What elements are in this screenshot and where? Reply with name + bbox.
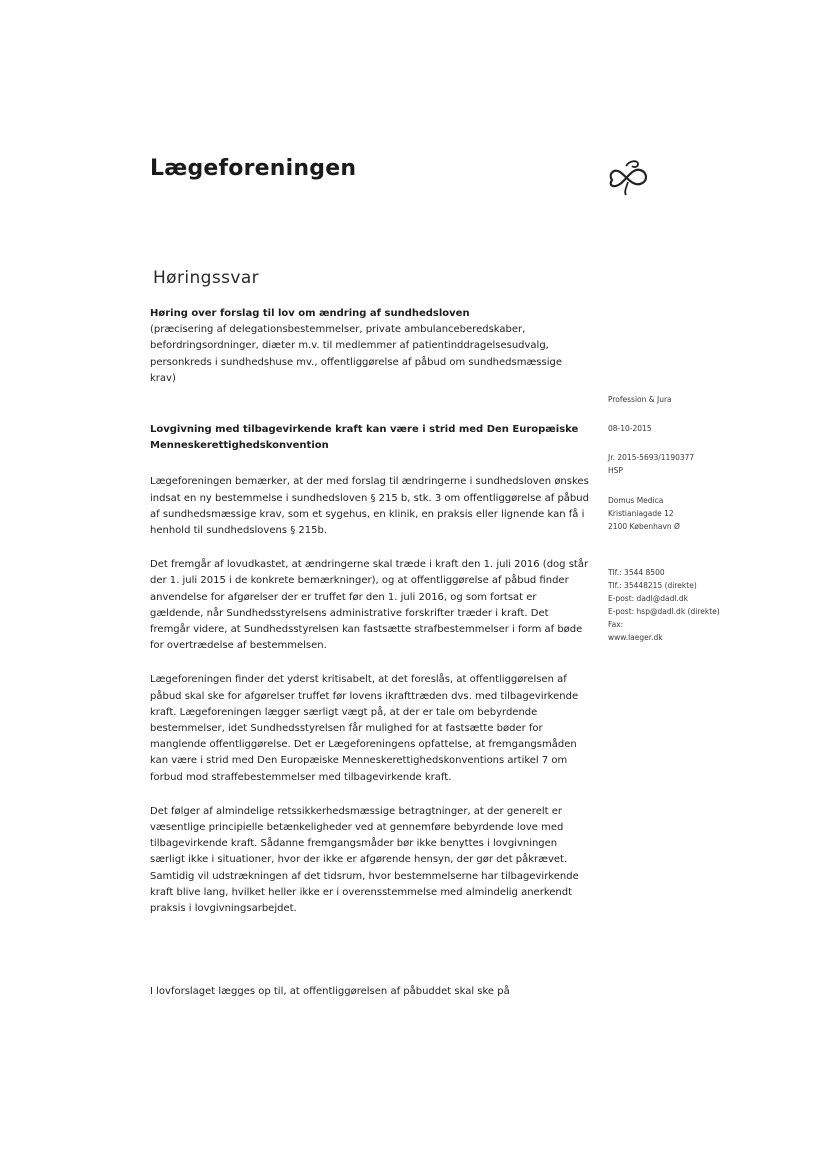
- paragraph-1: Lægeforeningen bemærker, at der med forslag til ændringerne i sundhedsloven ønskes indsat en ny bestemmelse i sundhedsloven § 215 b, stk. 3 om offentliggørelse af påbud af sundhedsmæssige krav, som et sygehus, en klinik, en praksis eller lignende kan få i henhold til sundhedslovens § 215b.: [150, 476, 589, 537]
- phone-line: Tlf.: 3544 8500: [608, 568, 665, 577]
- email-line: E-post: dadl@dadl.dk: [608, 594, 688, 603]
- subject-title: Høring over forslag til lov om ændring af sundhedsloven: [150, 308, 470, 319]
- organization-emblem-icon: [604, 158, 654, 196]
- department-label: Profession & Jura: [608, 395, 672, 404]
- subject-detail-line: krav): [150, 372, 176, 384]
- email-direct-line: E-post: hsp@dadl.dk (direkte): [608, 607, 720, 616]
- subject-detail-line: (præcisering af delegationsbestemmelser, private ambulanceberedskaber,: [150, 324, 526, 336]
- paragraph-4: Det følger af almindelige retssikkerhedsmæssige betragtninger, at der generelt er væsentlige principielle betænkeligheder ved at gennemføre bebyrdende love med tilbagevirkende kraft. Sådanne fremgangsmåder bør ikke benyttes i lovgivningen særligt ikke i situationer, hvor der ikke er afgørende hensyn, der gør det påkrævet. Samtidig vil udstrækningen af det tidsrum, hvor bestemmelserne har tilbagevirkende kraft blive lang, hvilket heller ikke er i overensstemmelse med almindelig anerkendt praksis i lovgivningsarbejdet.: [150, 805, 579, 915]
- initials: HSP: [608, 466, 623, 475]
- sidebar-journal: [608, 451, 758, 477]
- paragraph-3: Lægeforeningen finder det yderst kritisabelt, at det foreslås, at offentliggørelsen af påbud skal ske for afgørelser truffet før lovens ikrafttræden dvs. med tilbagevirkende kraft. Lægeforeningen lægger særligt vægt på, at der er tale om bebyrdende bestemmelser, idet Sundhedsstyrelsen får mulighed for at fastsætte bøder for manglende offentliggørelse. Det er Lægeforeningens opfattelse, at fremgangsmåden kan være i strid med Den Europæiske Menneskerettighedskonventions artikel 7 om forbud mod straffebestemmelser med tilbagevirkende kraft.: [150, 674, 579, 783]
- subject-detail-line: personkreds i sundhedshuse mv., offentliggørelse af påbud om sundhedsmæssige: [150, 356, 562, 368]
- website-line: www.laeger.dk: [608, 633, 663, 642]
- sidebar-address: [608, 494, 758, 533]
- address-line: Domus Medica: [608, 496, 664, 505]
- phone-direct-line: Tlf.: 35448215 (direkte): [608, 581, 697, 590]
- document-type: Høringssvar: [153, 268, 260, 288]
- fax-line: Fax:: [608, 620, 624, 629]
- organization-logo-text: Lægeforeningen: [150, 156, 357, 181]
- address-line: Kristianiagade 12: [608, 509, 674, 518]
- journal-number: Jr. 2015-5693/1190377: [608, 453, 695, 462]
- section-heading: Lovgivning med tilbagevirkende kraft kan være i strid med Den Europæiske Menneskerettighedskonvention: [150, 424, 579, 452]
- subject-block: [150, 306, 610, 387]
- letter-body: [150, 422, 590, 935]
- paragraph-2: Det fremgår af lovudkastet, at ændringerne skal træde i kraft den 1. juli 2016 (dog står der 1. juli 2015 i de konkrete bemærkninger), og at offentliggørelse af påbud finder anvendelse for afgørelser der er truffet før den 1. juli 2016, og som fortsat er gældende, når Sundhedsstyrelsens administrative forskrifter træder i kraft. Det fremgår videre, at Sundhedsstyrelsen kan fastsætte strafbestemmelser i form af bøde for overtrædelse af bestemmelsen.: [150, 559, 589, 652]
- subject-detail-line: befordringsordninger, diæter m.v. til medlemmer af patientinddragelsesudvalg,: [150, 340, 549, 352]
- date-label: 08-10-2015: [608, 424, 652, 433]
- sidebar-department: [608, 393, 758, 406]
- paragraph-5: I lovforslaget lægges op til, at offentliggørelsen af påbuddet skal ske på: [150, 986, 510, 997]
- sidebar-contact: [608, 566, 758, 644]
- address-line: 2100 København Ø: [608, 522, 680, 531]
- sidebar-date: [608, 422, 758, 435]
